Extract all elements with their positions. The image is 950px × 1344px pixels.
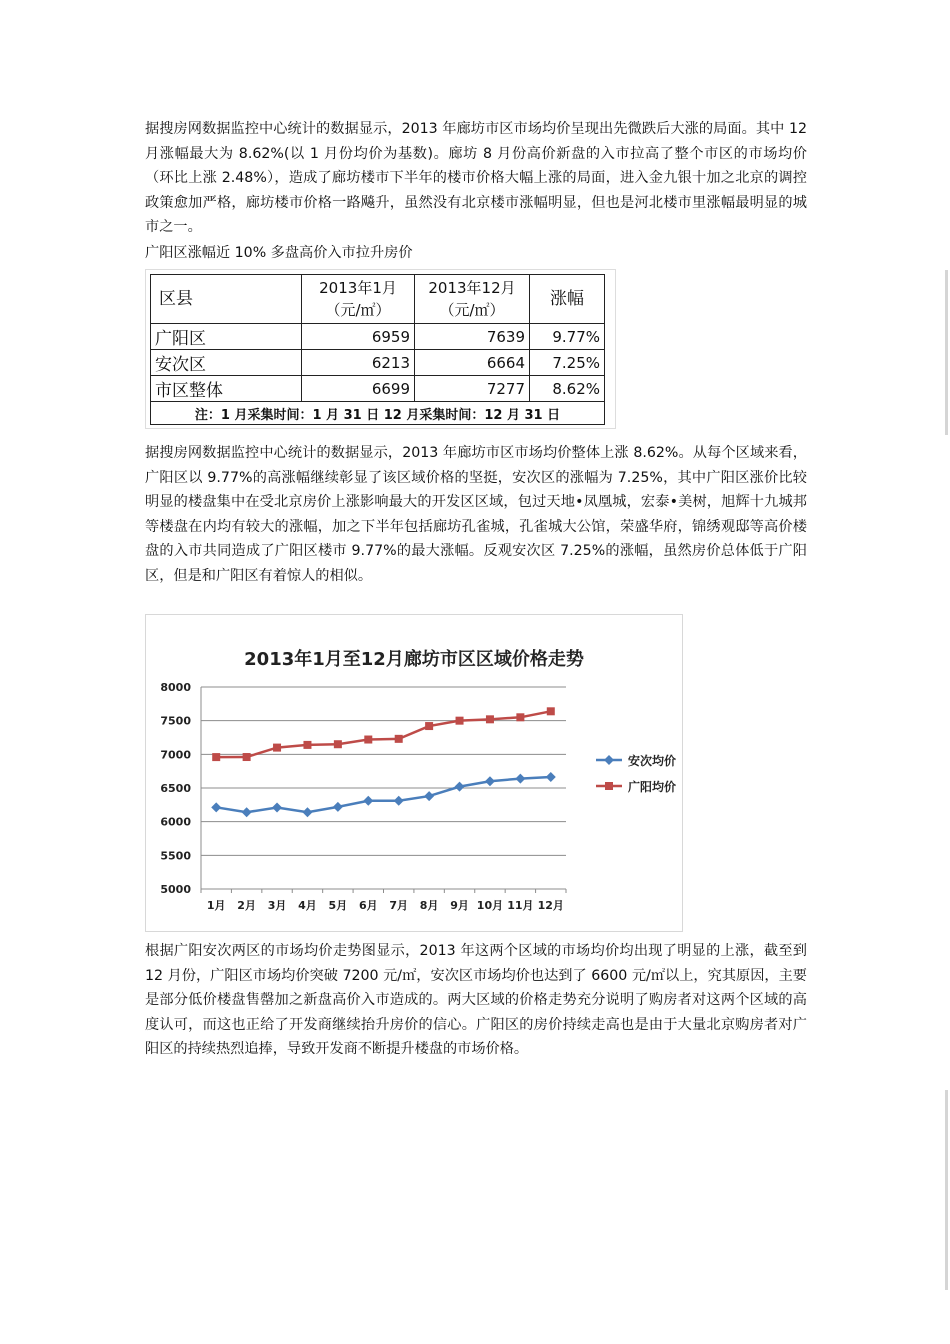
legend-marker xyxy=(605,782,613,790)
row-dec-price: 7639 xyxy=(415,324,530,350)
legend-label: 广阳均价 xyxy=(628,780,677,794)
data-point xyxy=(303,741,311,749)
price-table xyxy=(150,274,605,425)
row-jan-price: 6959 xyxy=(302,324,415,350)
y-tick-label: 7000 xyxy=(160,748,191,762)
section-subheading: 广阳区涨幅近 10% 多盘高价入市拉升房价 xyxy=(145,245,413,261)
intro-paragraph: 据搜房网数据监控中心统计的数据显示，2013 年廊坊市区市场均价呈现出先微跌后大涨的局面。其中 12 月涨幅最大为 8.62%(以 1 月份均价为基数)。廊坊 8 月份高价新盘的入市拉高了整个市区的市场均价（环比上涨 2.48%），造成了廊坊楼市下半年的楼市价格大幅上涨的局面，进入金九银十加之北京的调控政策愈加严格，廊坊楼市价格一路飚升，虽然没有北京楼市涨幅明显，但也是河北楼市里涨幅最明显的城市之一。 xyxy=(145,121,807,236)
header-jan xyxy=(302,275,415,324)
x-tick-label: 7月 xyxy=(389,899,409,912)
y-tick-label: 6500 xyxy=(160,782,191,795)
data-point xyxy=(486,715,494,723)
legend-label: 安次均价 xyxy=(628,754,677,768)
data-point xyxy=(364,736,372,744)
analysis-paragraph: 据搜房网数据监控中心统计的数据显示，2013 年廊坊市区市场均价整体上涨 8.62%。从每个区域来看，广阳区以 9.77%的高涨幅继续彰显了该区域价格的坚挺，安次区的涨幅为 7.25%，其中广阳区涨价比较明显的楼盘集中在受北京房价上涨影响最大的开发区区域，包过天地•凤凰城，宏泰•美树，旭辉十九城邦等楼盘在内均有较大的涨幅，加之下半年包括廊坊孔雀城，孔雀城大公馆，荣盛华府，锦绣观邸等高价楼盘的入市共同造成了广阳区楼市 9.77%的最大涨幅。反观安次区 7.25%的涨幅，虽然房价总体低于广阳区，但是和广阳区有着惊人的相似。 xyxy=(145,445,807,584)
x-tick-label: 9月 xyxy=(450,899,469,912)
data-point xyxy=(272,803,282,813)
x-tick-label: 11月 xyxy=(507,899,534,912)
data-point xyxy=(363,796,373,806)
page-edge-line xyxy=(945,1090,948,1290)
x-tick-label: 6月 xyxy=(358,899,378,912)
price-trend-chart xyxy=(145,614,683,932)
series-line xyxy=(216,777,551,812)
data-point xyxy=(547,707,555,715)
page-edge-line xyxy=(945,270,948,435)
price-table-image xyxy=(145,269,616,429)
row-district: 广阳区 xyxy=(151,324,302,350)
row-district: 市区整体 xyxy=(151,376,302,402)
data-point xyxy=(515,774,525,784)
header-district: 区县 xyxy=(151,275,302,324)
y-tick-label: 8000 xyxy=(160,681,191,694)
header-dec xyxy=(415,275,530,324)
x-tick-label: 2月 xyxy=(237,899,256,912)
data-point xyxy=(395,735,403,743)
data-point xyxy=(273,744,281,752)
row-district: 安次区 xyxy=(151,350,302,376)
table-row xyxy=(151,376,605,402)
y-tick-label: 6000 xyxy=(160,815,191,829)
header-change: 涨幅 xyxy=(530,275,605,324)
data-point xyxy=(211,802,221,812)
data-point xyxy=(425,722,433,730)
chart-plot xyxy=(146,615,682,931)
table-header-row xyxy=(151,275,605,324)
data-point xyxy=(516,713,524,721)
row-change: 8.62% xyxy=(530,376,605,402)
data-point xyxy=(302,807,312,817)
data-point xyxy=(455,782,465,792)
x-tick-label: 8月 xyxy=(419,899,439,912)
x-tick-label: 1月 xyxy=(206,899,226,912)
x-tick-label: 4月 xyxy=(298,899,317,912)
conclusion-paragraph: 根据广阳安次两区的市场均价走势图显示，2013 年这两个区域的市场均价均出现了明显的上涨，截至到 12 月份，广阳区市场均价突破 7200 元/㎡，安次区市场均价也达到了 6600 元/㎡以上，究其原因，主要是部分低价楼盘售罄加之新盘高价入市造成的。两大区域的价格走势充分说明了购房者对这两个区域的高度认可，而这也正给了开发商继续抬升房价的信心。广阳区的房价持续走高也是由于大量北京购房者对广阳区的持续热烈追捧，导致开发商不断提升楼盘的市场价格。 xyxy=(145,943,807,1058)
table-row xyxy=(151,324,605,350)
x-tick-label: 3月 xyxy=(267,899,287,912)
x-tick-label: 12月 xyxy=(537,899,564,912)
x-tick-label: 5月 xyxy=(328,899,348,912)
chart-title: 2013年1月至12月廊坊市区区域价格走势 xyxy=(244,649,584,670)
header-jan-date: 2013年1月 xyxy=(319,279,397,297)
data-point xyxy=(456,717,464,725)
row-dec-price: 6664 xyxy=(415,350,530,376)
table-note-row xyxy=(151,402,605,425)
row-dec-price: 7277 xyxy=(415,376,530,402)
header-jan-unit: （元/㎡） xyxy=(325,301,391,319)
header-dec-date: 2013年12月 xyxy=(428,279,516,297)
row-jan-price: 6699 xyxy=(302,376,415,402)
row-jan-price: 6213 xyxy=(302,350,415,376)
y-tick-label: 7500 xyxy=(160,714,191,728)
y-tick-label: 5000 xyxy=(160,883,191,896)
series-line xyxy=(216,711,551,757)
table-row xyxy=(151,350,605,376)
data-point xyxy=(394,796,404,806)
data-point xyxy=(424,791,434,801)
data-point xyxy=(243,753,251,761)
data-point xyxy=(242,807,252,817)
data-point xyxy=(334,740,342,748)
y-tick-label: 5500 xyxy=(160,849,191,863)
legend-marker xyxy=(604,755,614,765)
data-point xyxy=(333,802,343,812)
header-dec-unit: （元/㎡） xyxy=(439,301,505,319)
data-point xyxy=(546,772,556,782)
table-note: 注：1 月采集时间：1 月 31 日 12 月采集时间：12 月 31 日 xyxy=(151,402,605,425)
x-tick-label: 10月 xyxy=(476,899,504,912)
data-point xyxy=(485,776,495,786)
data-point xyxy=(212,753,220,761)
row-change: 9.77% xyxy=(530,324,605,350)
row-change: 7.25% xyxy=(530,350,605,376)
